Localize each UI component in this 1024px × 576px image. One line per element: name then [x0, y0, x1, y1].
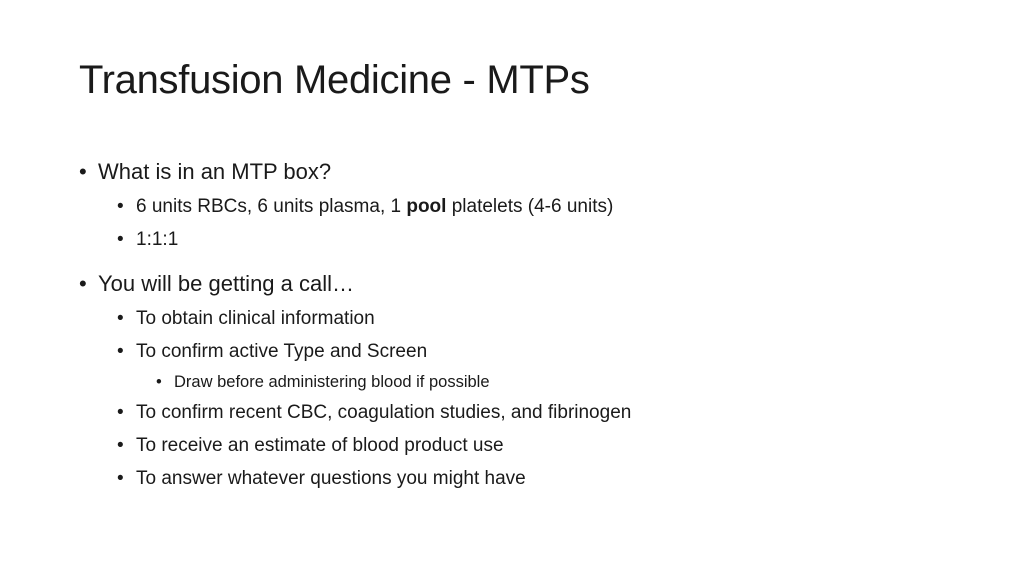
bullet-icon: • — [117, 229, 124, 250]
bullet-text: To receive an estimate of blood product use — [136, 435, 504, 456]
bullet-text: 1:1:1 — [136, 229, 179, 250]
bullet-icon: • — [79, 271, 87, 296]
bullet-text: To confirm active Type and Screen — [136, 341, 428, 362]
slide-title: Transfusion Medicine - MTPs — [79, 58, 590, 102]
bullet-level-2 — [79, 302, 979, 335]
bullet-text: What is in an MTP box? — [98, 159, 332, 184]
bullet-icon: • — [117, 341, 124, 362]
bullet-text: To obtain clinical information — [136, 308, 375, 329]
bullet-level-2 — [79, 223, 979, 256]
bullet-text: You will be getting a call… — [98, 271, 355, 296]
bullet-icon: • — [79, 159, 87, 184]
bullet-level-3 — [79, 368, 979, 396]
bullet-text: Draw before administering blood if possible — [174, 373, 490, 391]
bullet-level-2 — [79, 190, 979, 223]
slide-body — [79, 154, 979, 495]
bullet-icon: • — [117, 402, 124, 423]
bullet-level-1 — [79, 154, 979, 190]
bullet-icon: • — [117, 435, 124, 456]
bullet-text: To answer whatever questions you might have — [136, 468, 526, 489]
bullet-level-2 — [79, 335, 979, 368]
bullet-level-1 — [79, 266, 979, 302]
bullet-text-bold: pool — [406, 196, 447, 217]
bullet-text: To confirm recent CBC, coagulation studies, and fibrinogen — [136, 402, 632, 423]
bullet-icon: • — [117, 308, 124, 329]
bullet-text-part: 6 units RBCs, 6 units plasma, 1 — [136, 196, 407, 217]
bullet-text-part: platelets (4-6 units) — [446, 196, 614, 217]
bullet-level-2 — [79, 429, 979, 462]
bullet-icon: • — [117, 196, 124, 217]
bullet-level-2 — [79, 462, 979, 495]
bullet-icon: • — [156, 373, 162, 391]
bullet-level-2 — [79, 396, 979, 429]
bullet-icon: • — [117, 468, 124, 489]
